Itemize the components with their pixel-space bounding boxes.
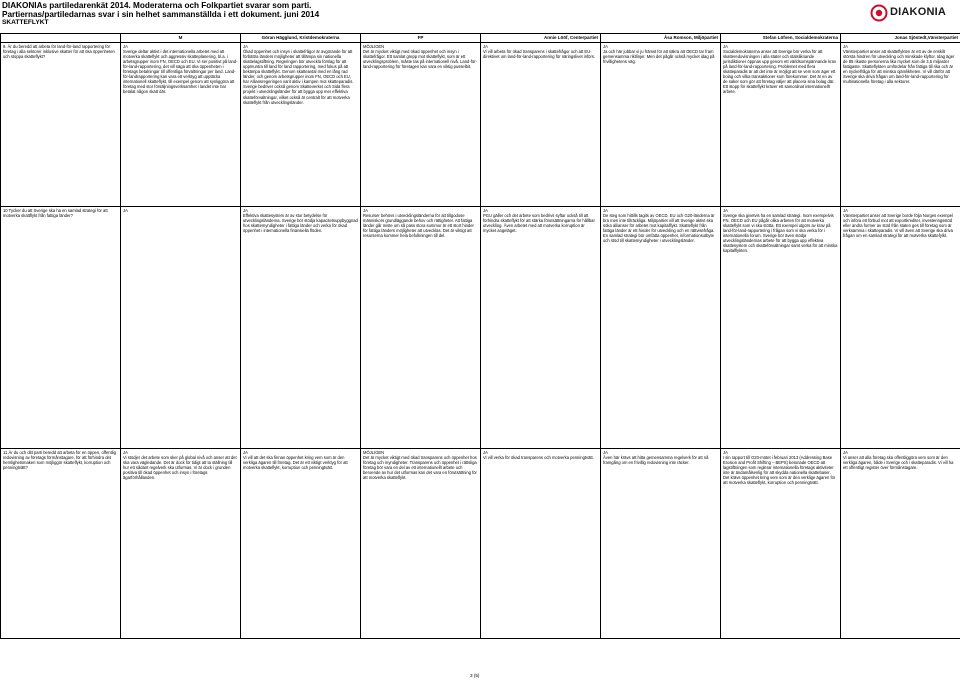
header-cell-c: Annie Lööf, Centerpartiet <box>481 34 601 43</box>
question-cell: 9. Är du beredd att arbeta för land-för-land rapportering för företag i alla sektorer inklusive skatter för att öka öppenheten och stoppa skatteflykt? <box>1 42 121 206</box>
answer-cell: JA <box>121 206 241 448</box>
answer-cell: JA Sverige deltar aktivt i det internationella arbetet med att motverka skatteflykt och aggressiv skatteplanering, bl.a. i arbetsgrupper inom FN, OECD och EU. Vi ser positivt på land-för-land-rapportering, det vill säga att öka öppenheten i företags betalningar till offentliga förvaltningar per land. Land-för-landrapportering kan vara ett verktyg att upptäcka internationell skatteflykt, till exempel genom att synliggöra att företag med stor försäljningsverksamhet i landet inte har betalat någon skatt där. <box>121 42 241 206</box>
answer-cell: JA Vi vill verka för ökad transparens och motverka penningtvätt. <box>481 448 601 638</box>
answer-cell: JA Även här krävs att hitta gemensamma regelverk för att nå framgång om en frivillig redovisning inte räcker. <box>601 448 721 638</box>
answer-cell: JA Vi vill arbeta för ökad transparens i skattefrågor och att EU-direktivet om land-för-land-rapportering för näringslivet införs. <box>481 42 601 206</box>
table-row <box>1 206 960 448</box>
answer-cell: JA Vi vill att det ska finnas öppenhet kring vem som är den verkliga ägaren till företag. Det är ett viktigt verktyg för att motverka skatteflykt, korruption och penningtvätt. <box>241 448 361 638</box>
answer-cell: JA Socialdemokraterna anser att Sverige bör verka för att skatteredovisningen i alla stater och statsliknande jurisdiktioner öppnas upp genom ett världsomspännande krav på land-för-land-rapportering. Problemet med flera skatteparadis är att det inte är möjligt att se vem som äger ett bolag och vilka transaktioner som förekommer. Det är en av de saker som gör att företag väljer att placera sina bolag där. Ett stopp för skatteflykt kräver ett samordnat internationellt arbete. <box>721 42 841 206</box>
document-subtitle: Partiernas/partiledarnas svar i sin helhet sammanställda i ett dokument. juni 2014 <box>2 10 320 19</box>
diakonia-logo <box>870 4 958 22</box>
answer-cell: JA Vänsterpartiet anser att skatteflykten är ett av de enskilt största hindren för utveckling och minskade klyftor. Idag äger de 85 rikaste personerna lika mycket som de 3,5 miljarder fattigaste. Skatteflykten omfördelar från fattiga till rika och är en nyckelfråga för att minska ojämlikheten. Vi vill därför att Sverige ska driva frågan om land-för-land-rapportering för multinationella företag i alla sektorer. <box>841 42 960 206</box>
header-cell-mp: Åsa Romson, Miljöpartiet <box>601 34 721 43</box>
page-header <box>0 0 960 26</box>
answer-cell: JA Vänsterpartiet anser att Sverige borde följa Norges exempel och införa ett förbud mot att exportkrediter, investeringsstöd eller andra former av stöd från staten ges till företag som är verksamma i skatteparadis. Vi vill även att Sverige ska driva frågan om en samlad strategi för att motverka skattefylkt. <box>841 206 960 448</box>
section-title: SKATTEFLYKT <box>2 19 49 26</box>
table-row <box>1 448 960 638</box>
table-row <box>1 42 960 206</box>
diakonia-logo-icon <box>870 4 888 22</box>
answer-cell: JA Vi stödjer det arbete som sker på global nivå och anser att det ska vara vägledande. Det är dock för tidigt att ta ställning till hur ett sådant regelverk ska utformas. Vi är dock i grunden positiva till ökad öppenhet och insyn i företags ägarförhållanden. <box>121 448 241 638</box>
document-title: DIAKONIAs partiledarenkät 2014. Moderaterna och Folkpartiet svarar som parti. <box>2 1 312 10</box>
header-cell-topic <box>1 34 121 43</box>
page-number: 3 (5) <box>470 673 480 678</box>
answer-cell: JA Ja och här jobbar vi ju främst för att säkra att OECD tar fram gemensamma riktlinjer. Men det pågår också mycket idag på frivillighetens väg. <box>601 42 721 206</box>
question-cell: 10 Tycker du att Sverige ska ha en samlad strategi för att motverka skattflykt från fattiga länder? <box>1 206 121 448</box>
question-cell: 11 Är du och ditt parti beredd att arbeta för en öppen, offentlig redovisning av företags förmånstagare, för att förhindra det hemlighetsmakeri som möjliggör skatteflykt, korruption och penningtvätt? <box>1 448 121 638</box>
answer-cell: MÖJLIGEN Det är mycket viktigt med ökad öppenhet och insyn i skattefrågor. Ett samlat grepp mot skatteflykt, som är ett utvecklingsproblem, måste tas på internationell nivå. Land-för-land-rapportering för företagen kan vara en viktig pusselbit. <box>361 42 481 206</box>
table-header-row <box>1 34 960 43</box>
answer-cell: MÖJLIGEN Det är mycket viktigt med ökad transparens och öppenhet hos företag och myndigheter. Transparens och öppenhet i rättsliga företag bör vara en del av ett internationellt arbete och beroende av hur det utformas kan det vara en förutsättning för att motverka skatteflykt. <box>361 448 481 638</box>
header-cell-m: M <box>121 34 241 43</box>
answer-cell: JA Vi anser att alla företag ska offentliggöra vem som är den verkliga ägaren, både i Sverige och i skatteparadis. Vi vill ha ett offentligt register över förmånstagare. <box>841 448 960 638</box>
answer-cell: JA Resurser behövs i utvecklingsländerna för att tillgodose människors grundläggande behov och rättigheter. Att fattiga länder går miste om så pass stora summor är ett stort hinder för fattiga länders möjligheter att utvecklas. Det är viktigt att resurserna kommer hela befolkningen till del. <box>361 206 481 448</box>
header-cell-fp: FP <box>361 34 481 43</box>
survey-table <box>0 33 960 639</box>
answer-cell: JA PGU gäller och det arbete som bedrivs syftar också till att förhindra skatteflykt för att stärka förutsättningarna för hållbar utveckling. Även arbetet med att motverka korruption är mycket angeläget. <box>481 206 601 448</box>
answer-cell: JA De steg som hittills tagits av OECD, EU och G20-länderna är bra men inte tillräckliga. Miljöpartiet vill att Sverige aktivt ska söka allianser för arbetet mot kapitalflykt. Skatteflykt från fattiga länder är ett hinder för utveckling och en rättvisefråga. En samlad strategi bör omfatta öppenhet, informationsutbyte och stöd till skattemyndigheter i utvecklingsländer. <box>601 206 721 448</box>
answer-cell: JA Effektiva skattesystem är av stor betydelse för utvecklingsländerna. Sverige bör stödja kapacitetsuppbyggnad hos skattemyndigheter i fattiga länder och verka för ökad öppenhet i internationella finansiella flöden. <box>241 206 361 448</box>
header-cell-v: Jonas Sjöstedt,Vänsterpartiet <box>841 34 960 43</box>
header-cell-s: Stefan Löfven, Socialdemokraterna <box>721 34 841 43</box>
answer-cell: JA I sin rapport till G20-mötet i februari 2013 (Addressing Base Erosion and Profit Shifting – BEPS) betonade OECD att lagstiftningen som reglerar internationella företags aktiviteter inte är ändamålsenlig för att skydda nationella skattebaser. Det krävs öppenhet kring vem som är den verklige ägaren för att motverka skatteflykt, korruption och penningtvätt. <box>721 448 841 638</box>
answer-cell: JA Sverige ska givetvis ha en samlad strategi. Inom exempelvis FN, OECD och EU pågår olika arbeten för att motverka skatteflykt som vi ska stötta. Ett exempel utgörs av krav på land-för-land-rapportering i frågan som vi ska verka för i internationella forum. Sverige bör även stödja utvecklingsländernas arbete för att bygga upp effektiva skattesystem och skatteförvaltningar samt verka för att minska kapitalflykten. <box>721 206 841 448</box>
header-cell-kd: Göran Hägglund, Kristdemokraterna <box>241 34 361 43</box>
logo-wordmark: DIAKONIA <box>890 6 946 18</box>
answer-cell: JA Ökad öppenhet och insyn i skattefrågor är avgörande för att förbättra länders möjligheter att tillämpa sin nationella skattelagstiftning. Regeringen bör utveckla förslag för att uppmuntra till land för land rapportering, med fokus på att bekämpa skatteflykt. Genom skatteavtal med en lång rad länder, och genom arbetsgrupper inom FN, OECD och EU, har Alliansregeringen varit aktiv i kampen mot skatteparadis. Sverige bedriver också genom Skatteverket och Sida flera projekt i utvecklingsländer för att bygga upp mer effektiva skatteförvaltningar, vilket också är centralt för att motverka skatteflykt från utvecklingsländer. <box>241 42 361 206</box>
